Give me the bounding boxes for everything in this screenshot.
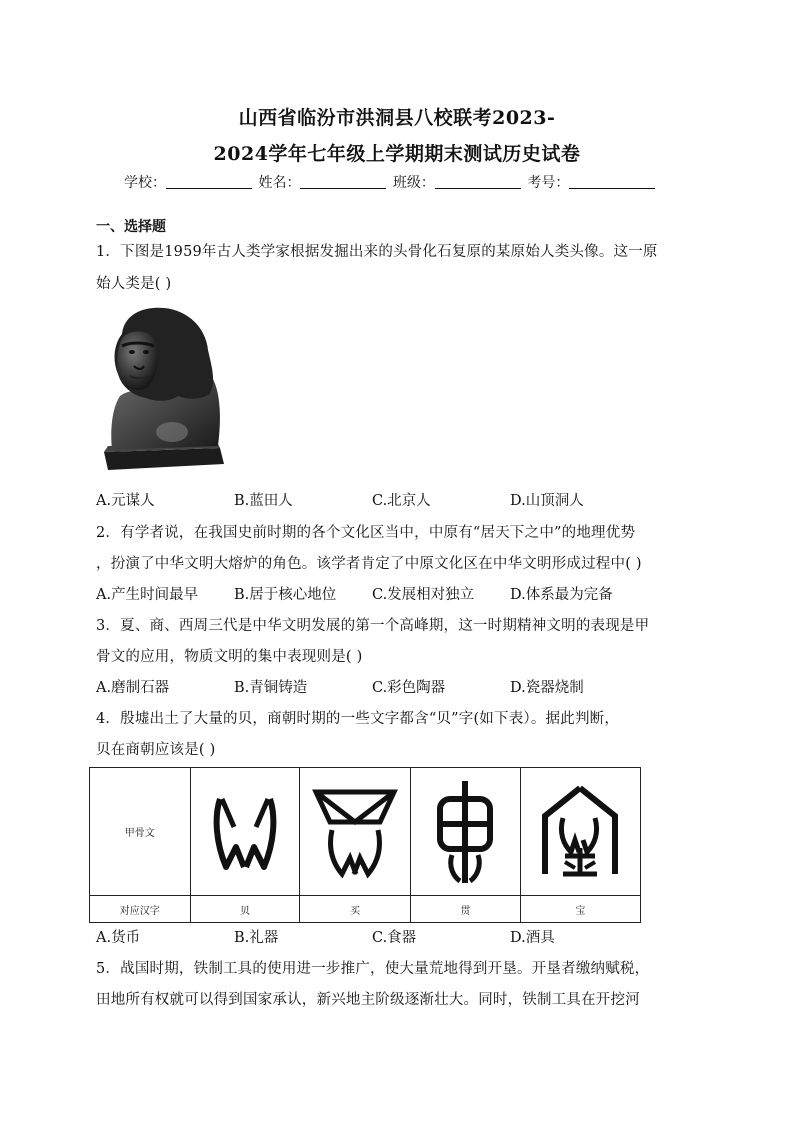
option-c[interactable]: C.北京人 <box>372 493 431 509</box>
name-field[interactable] <box>300 174 386 189</box>
question-2-line-2: ，扮演了中华文明大熔炉的角色。该学者肯定了中原文化区在中华文明形成过程中( ) <box>96 556 642 572</box>
school-field[interactable] <box>166 174 252 189</box>
corresponding-char-label: 对应汉字 <box>90 896 191 923</box>
question-1-line-1: 1．下图是1959年古人类学家根据发掘出来的头骨化石复原的某原始人类头像。这一原 <box>96 244 658 260</box>
oracle-glyph-bao-icon <box>520 768 640 896</box>
option-b[interactable]: B.礼器 <box>234 930 279 946</box>
oracle-glyph-guan-icon <box>410 768 520 896</box>
section-title: 一、选择题 <box>96 219 166 235</box>
option-a[interactable]: A.元谋人 <box>96 493 155 509</box>
table-cell: 买 <box>300 896 410 923</box>
exam-no-label: 考号： <box>527 175 570 191</box>
exam-no-field[interactable] <box>569 174 655 189</box>
class-field[interactable] <box>435 174 521 189</box>
question-5-line-1: 5．战国时期，铁制工具的使用进一步推广，使大量荒地得到开垦。开垦者缴纳赋税， <box>96 961 650 977</box>
oracle-glyph-bei-icon <box>190 768 300 896</box>
student-info-row <box>124 172 657 192</box>
table-row <box>90 768 641 896</box>
question-2-line-1: 2．有学者说，在我国史前时期的各个文化区当中，中原有“居天下之中”的地理优势 <box>96 525 636 541</box>
question-4-line-1: 4．殷墟出土了大量的贝，商朝时期的一些文字都含“贝”字(如下表）。据此判断， <box>96 711 620 727</box>
oracle-bone-table <box>89 767 641 923</box>
table-cell: 贝 <box>190 896 300 923</box>
option-a[interactable]: A.货币 <box>96 930 141 946</box>
option-a[interactable]: A.磨制石器 <box>96 680 170 696</box>
question-5-line-2: 田地所有权就可以得到国家承认，新兴地主阶级逐渐壮大。同时，铁制工具在开挖河 <box>96 992 640 1008</box>
option-b[interactable]: B.居于核心地位 <box>234 587 337 603</box>
option-d[interactable]: D.瓷器烧制 <box>510 680 584 696</box>
name-label: 姓名： <box>258 175 301 191</box>
option-b[interactable]: B.蓝田人 <box>234 493 293 509</box>
exam-title-line1: 山西省临汾市洪洞县八校联考2023- <box>238 107 556 129</box>
oracle-glyph-mai-icon <box>300 768 410 896</box>
table-row <box>90 896 641 923</box>
option-b[interactable]: B.青铜铸造 <box>234 680 308 696</box>
table-cell: 宝 <box>520 896 640 923</box>
question-3-line-1: 3．夏、商、西周三代是中华文明发展的第一个高峰期，这一时期精神文明的表现是甲 <box>96 618 650 634</box>
oracle-bone-label: 甲骨文 <box>90 768 191 896</box>
question-1-line-2: 始人类是( ) <box>96 276 172 292</box>
exam-title-line2: 2024学年七年级上学期期末测试历史试卷 <box>213 143 581 165</box>
option-c[interactable]: C.彩色陶器 <box>372 680 446 696</box>
option-c[interactable]: C.发展相对独立 <box>372 587 475 603</box>
question-4-line-2: 贝在商朝应该是( ) <box>96 742 216 758</box>
option-d[interactable]: D.山顶洞人 <box>510 493 584 509</box>
primitive-human-bust-icon <box>100 304 228 472</box>
school-label: 学校： <box>124 175 166 191</box>
question-3-line-2: 骨文的应用，物质文明的集中表现则是( ) <box>96 649 363 665</box>
option-d[interactable]: D.酒具 <box>510 930 555 946</box>
option-a[interactable]: A.产生时间最早 <box>96 587 199 603</box>
option-c[interactable]: C.食器 <box>372 930 417 946</box>
table-cell: 贯 <box>410 896 520 923</box>
class-label: 班级： <box>392 175 435 191</box>
option-d[interactable]: D.体系最为完备 <box>510 587 613 603</box>
